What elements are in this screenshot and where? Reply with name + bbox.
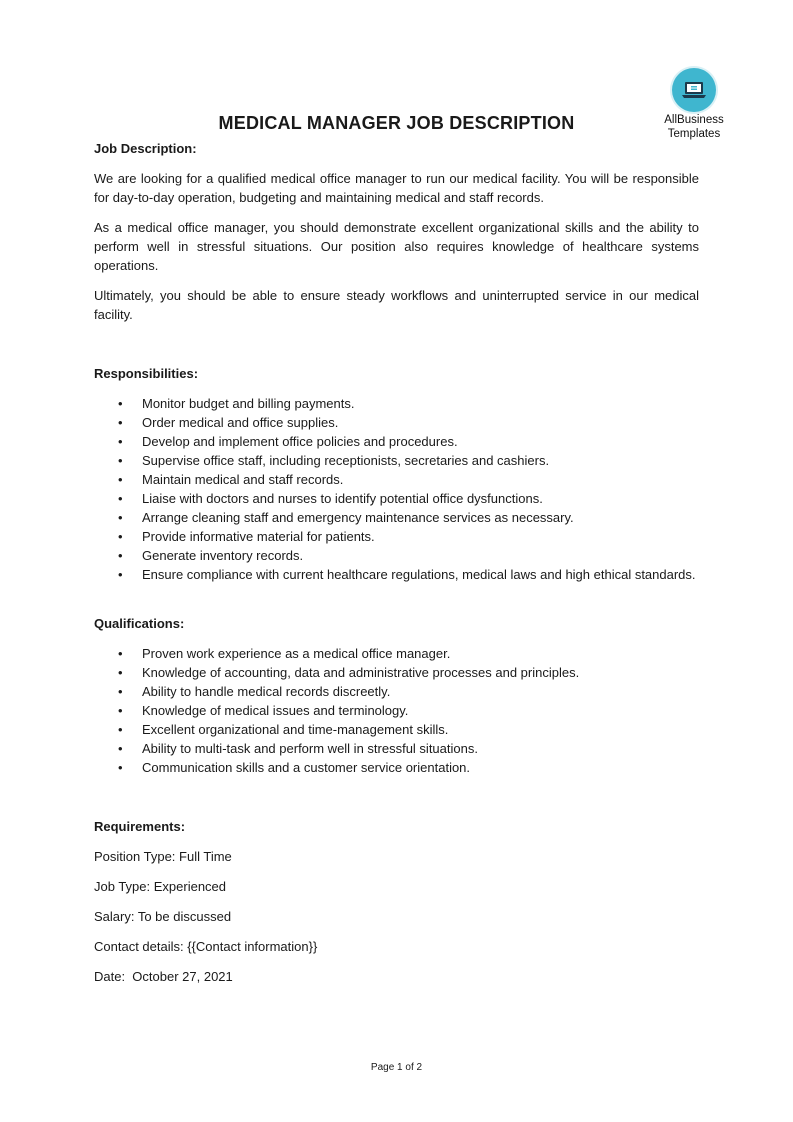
list-item: • Monitor budget and billing payments. [94,394,699,413]
date: Date: October 27, 2021 [94,969,233,984]
job-type: Job Type: Experienced [94,879,227,894]
list-item: • Arrange cleaning staff and emergency maintenance services as necessary. [94,508,699,527]
responsibilities-list [94,394,699,584]
list-item: • Knowledge of accounting, data and administrative processes and principles. [94,663,699,682]
job-description-paragraph-1: We are looking for a qualified medical office manager to run our medical facility. You will be responsible for day-to-day operation, budgeting and maintaining medical and staff records. [94,171,699,205]
list-item: • Provide informative material for patients. [94,527,699,546]
logo-text-line1: AllBusiness [664,114,724,126]
list-item: • Communication skills and a customer service orientation. [94,758,699,777]
requirements-heading: Requirements: [94,819,186,834]
job-description-paragraph-3: Ultimately, you should be able to ensure steady workflows and uninterrupted service in our medical facility. [94,288,699,322]
contact-details: Contact details: {{Contact information}} [94,939,318,954]
list-item: • Ensure compliance with current healthcare regulations, medical laws and high ethical standards. [94,565,699,584]
page-title: MEDICAL MANAGER JOB DESCRIPTION [218,113,575,133]
list-item: • Ability to handle medical records discreetly. [94,682,699,701]
list-item: • Ability to multi-task and perform well in stressful situations. [94,739,699,758]
salary: Salary: To be discussed [94,909,232,924]
list-item: • Knowledge of medical issues and terminology. [94,701,699,720]
document-body [94,139,699,986]
job-description-heading: Job Description: [94,141,197,156]
list-item: • Develop and implement office policies and procedures. [94,432,699,451]
list-item: • Order medical and office supplies. [94,413,699,432]
list-item: • Maintain medical and staff records. [94,470,699,489]
list-item: • Liaise with doctors and nurses to identify potential office dysfunctions. [94,489,699,508]
qualifications-heading: Qualifications: [94,616,185,631]
list-item: • Proven work experience as a medical office manager. [94,644,699,663]
laptop-icon [672,68,716,112]
list-item: • Excellent organizational and time-management skills. [94,720,699,739]
list-item: • Generate inventory records. [94,546,699,565]
position-type: Position Type: Full Time [94,849,232,864]
list-item: • Supervise office staff, including receptionists, secretaries and cashiers. [94,451,699,470]
page-number: Page 1 of 2 [370,1062,423,1073]
responsibilities-heading: Responsibilities: [94,366,199,381]
job-description-paragraph-2: As a medical office manager, you should demonstrate excellent organizational skills and the ability to perform well in stressful situations. Our position also requires knowledge of healthcare systems operations. [94,220,699,273]
qualifications-list [94,644,699,777]
logo-text-line2: Templates [667,128,721,140]
